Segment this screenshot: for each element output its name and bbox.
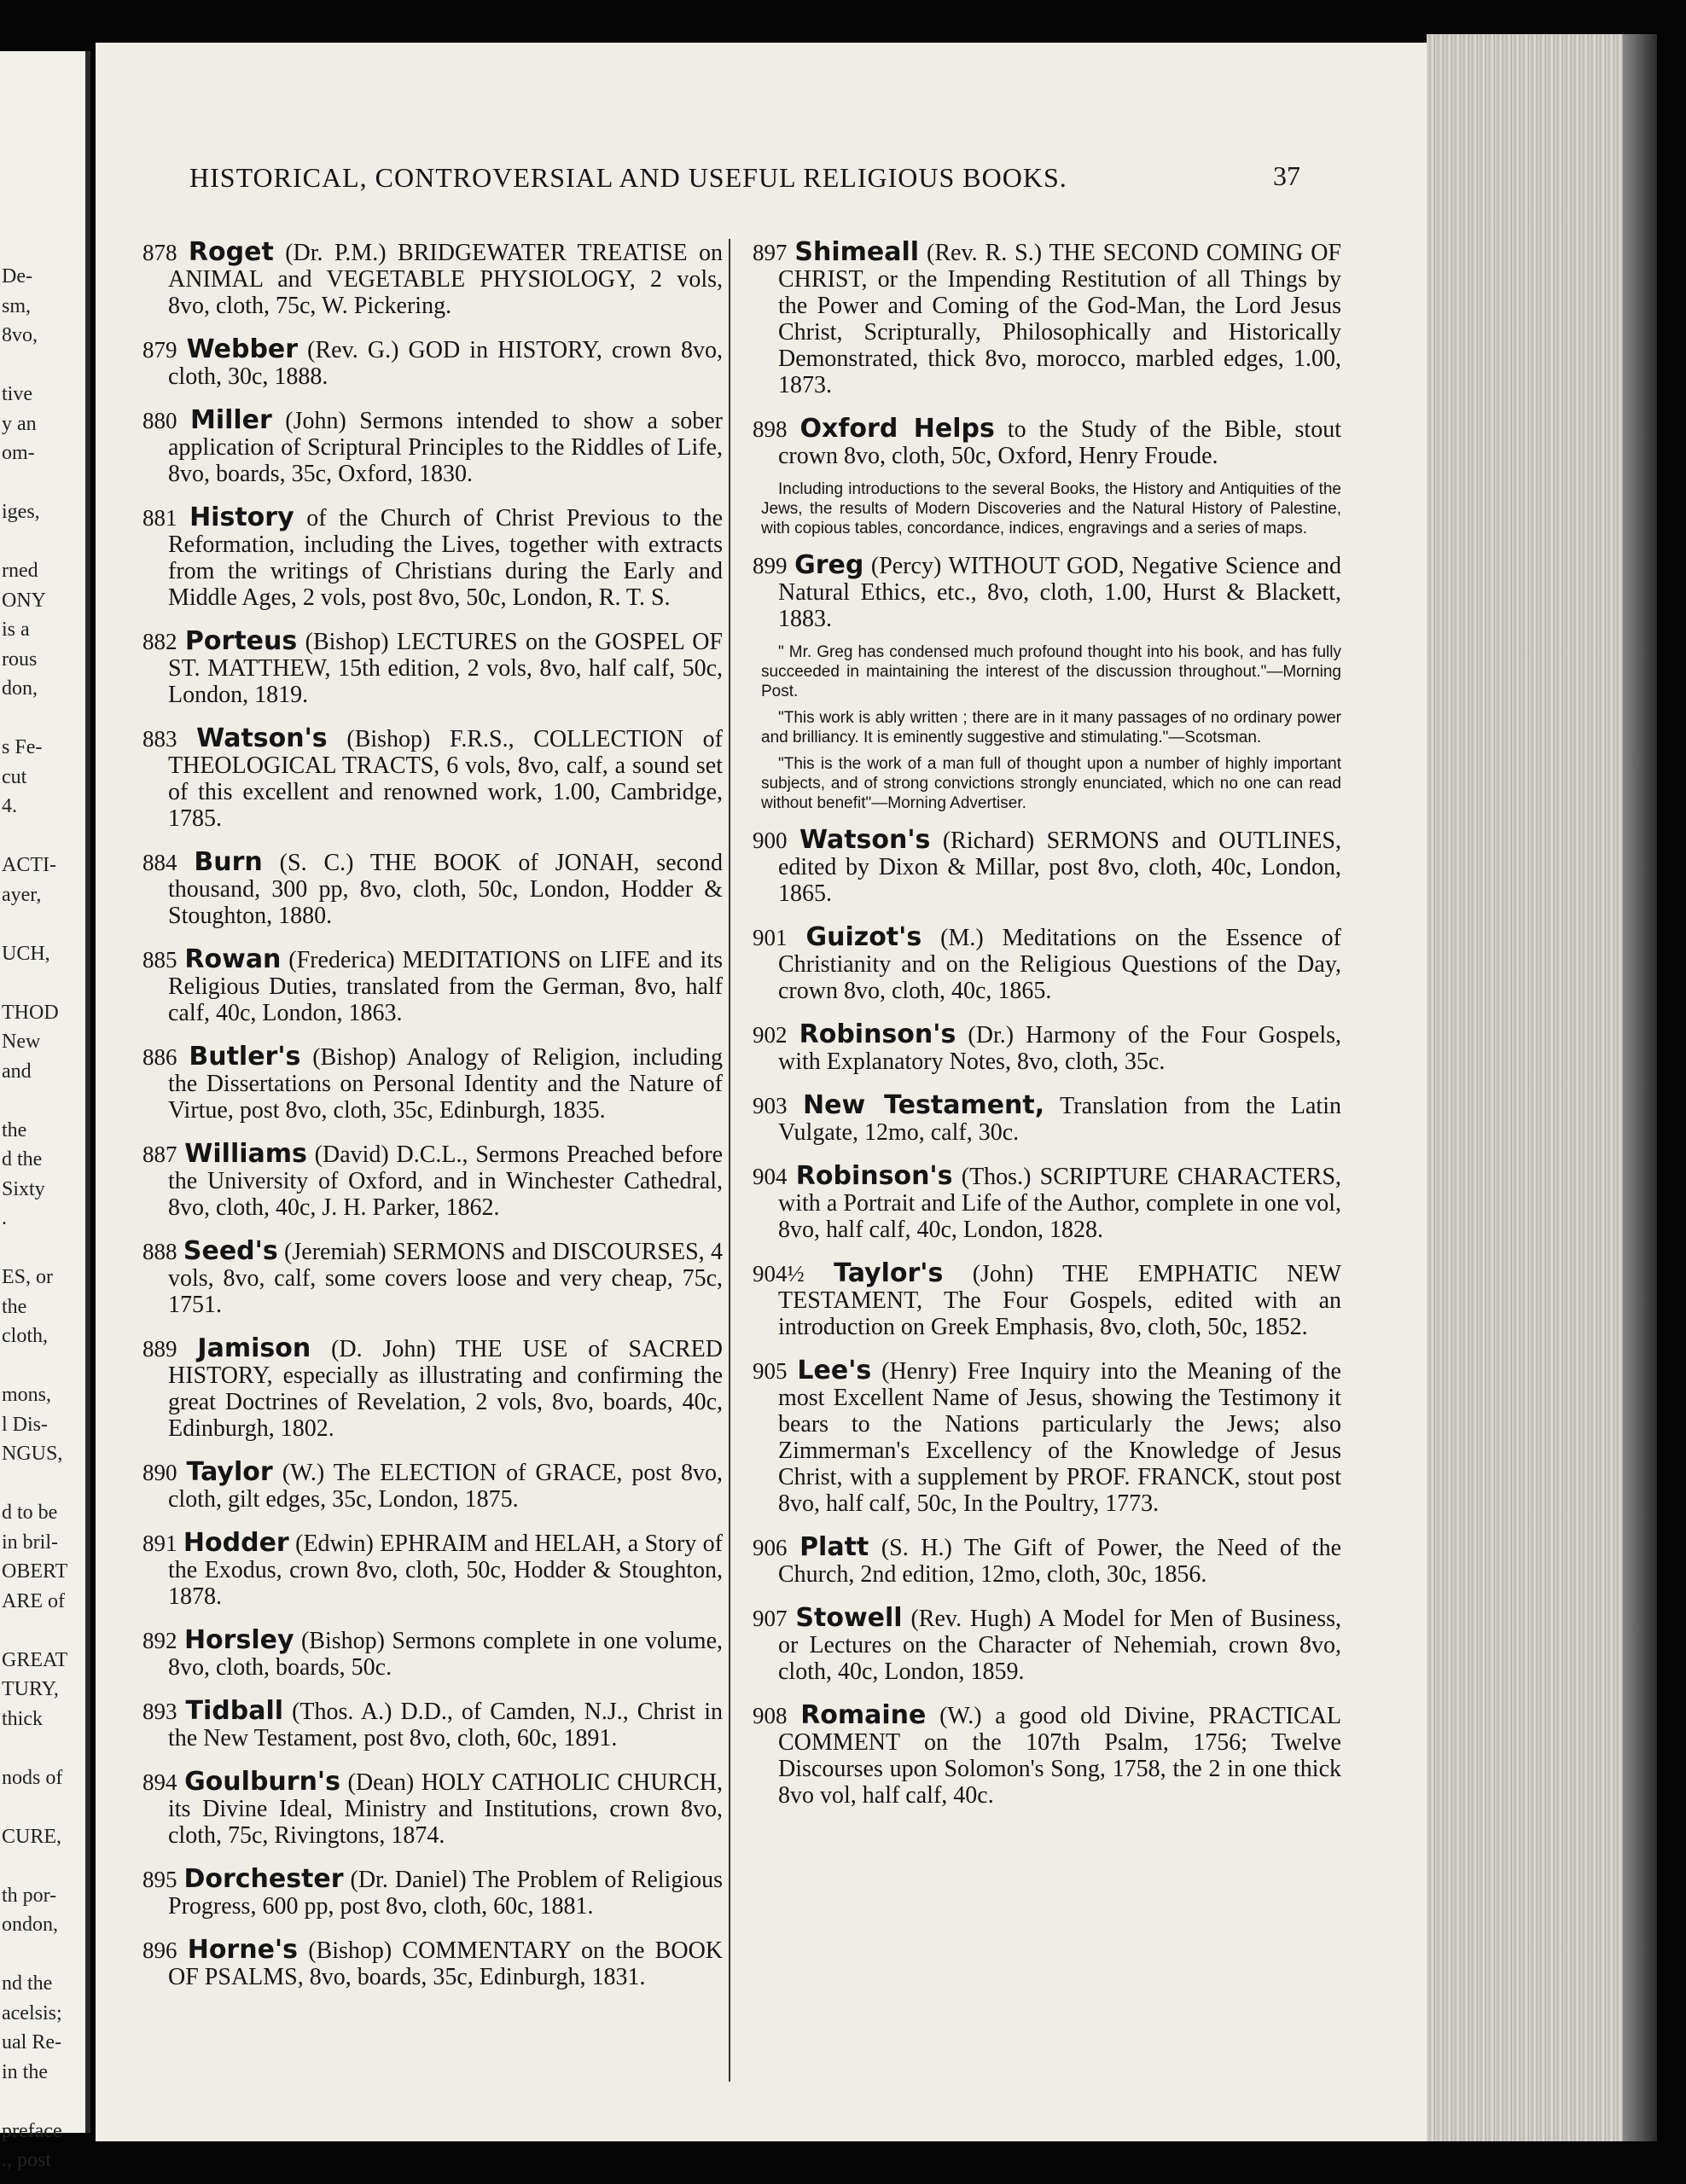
entry-description: (S. H.) The Gift of Power, the Need of the Church, 2nd edition, 12mo, cloth, 30c, 1856. xyxy=(778,1535,1341,1588)
entry-note: "This is the work of a man full of thought upon a number of highly important subjects, and of strong convictions strongly enunciated, which no one can read without benefit"—Morning Advertiser. xyxy=(761,755,1341,812)
left-page-fragment: th por- xyxy=(2,1884,57,1907)
entry-number: 882 xyxy=(142,629,177,654)
entry-title: Watson's xyxy=(799,825,931,855)
entry-number: 905 xyxy=(753,1358,788,1384)
entry-number: 884 xyxy=(142,850,177,875)
catalog-entry xyxy=(142,628,723,708)
page-edges xyxy=(1427,34,1657,2141)
catalog-entry xyxy=(142,1769,723,1849)
entry-description: (Dr.) Harmony of the Four Gospels, with Explanatory Notes, 8vo, cloth, 35c. xyxy=(778,1022,1341,1075)
left-page-fragment: TURY, xyxy=(2,1678,59,1700)
entry-title: Romaine xyxy=(800,1700,927,1730)
entry-number: 879 xyxy=(142,337,177,363)
entry-description: (Rev. G.) GOD in HISTORY, crown 8vo, cloth, 30c, 1888. xyxy=(168,337,724,390)
entry-description: (Thos. A.) D.D., of Camden, N.J., Christ in the New Testament, post 8vo, cloth, 60c, 1891. xyxy=(168,1699,723,1751)
entry-description: (D. John) THE USE of SACRED HISTORY, especially as illustrating and confirming the great Doctrines of Revelation, 2 vols, 8vo, boards, 40c, Edinburgh, 1802. xyxy=(168,1336,723,1442)
entry-title: History xyxy=(189,502,294,532)
left-page-fragment: CURE, xyxy=(2,1825,62,1848)
entry-title: Greg xyxy=(794,550,864,580)
entry-title: Miller xyxy=(189,405,272,435)
entry-title: Platt xyxy=(799,1532,869,1562)
left-page-fragment: cloth, xyxy=(2,1325,48,1347)
entry-title: Robinson's xyxy=(799,1019,956,1049)
left-page-fragment: ., post xyxy=(2,2149,52,2171)
catalog-entry xyxy=(142,1141,723,1221)
entry-description: (Frederica) MEDITATIONS on LIFE and its Religious Duties, translated from the German, 8vo, half calf, 40c, London, 1863. xyxy=(168,947,724,1026)
column-divider xyxy=(729,239,730,2082)
left-page-fragment: New xyxy=(2,1031,41,1053)
left-page-fragment: the xyxy=(2,1118,27,1141)
left-page-fragment: is a xyxy=(2,619,30,641)
entry-number: 898 xyxy=(753,416,788,442)
left-page-fragment: and xyxy=(2,1060,32,1083)
left-page-fragment: ACTI- xyxy=(2,854,56,876)
entry-title: Tidball xyxy=(185,1696,284,1726)
left-column xyxy=(142,239,723,2007)
entry-title: Seed's xyxy=(183,1236,278,1266)
entry-number: 901 xyxy=(753,925,788,950)
catalog-entry xyxy=(142,946,723,1026)
left-page-fragment: 8vo, xyxy=(2,324,38,346)
left-page-fragment: THOD xyxy=(2,1001,59,1024)
entry-title: Horsley xyxy=(183,1625,294,1655)
entry-description: (Percy) WITHOUT GOD, Negative Science and Natural Ethics, etc., 8vo, cloth, 1.00, Hurst & Blackett, 1883. xyxy=(778,553,1341,632)
entry-number: 894 xyxy=(142,1769,177,1795)
entry-description: (S. C.) THE BOOK of JONAH, second thousand, 300 pp, 8vo, cloth, 50c, London, Hodder & Stoughton, 1880. xyxy=(168,850,723,929)
left-page-fragment: UCH, xyxy=(2,942,50,965)
catalog-page xyxy=(96,43,1427,2141)
catalog-entry xyxy=(753,552,1341,632)
entry-title: Horne's xyxy=(187,1935,298,1965)
entry-number: 899 xyxy=(753,553,788,578)
entry-title: Watson's xyxy=(196,723,328,753)
left-page-fragment: ES, or xyxy=(2,1266,53,1288)
left-page-fragment: d to be xyxy=(2,1502,58,1524)
left-page-fragment: nods of xyxy=(2,1766,63,1789)
catalog-entry xyxy=(753,1092,1341,1146)
left-page-fragment: ondon, xyxy=(2,1914,58,1936)
entry-number: 908 xyxy=(753,1703,788,1728)
left-page-fragment: cut xyxy=(2,765,27,788)
left-page-fragment: d the xyxy=(2,1148,43,1170)
entry-note: Including introductions to the several Books, the History and Antiquities of the Jews, the results of Modern Discoveries and the Natural History of Palestine, with copious tables, concordance, indices, engravings and a series of maps. xyxy=(761,480,1341,537)
left-page-fragment: in bril- xyxy=(2,1531,58,1554)
left-page-margin xyxy=(0,51,90,2171)
entry-description: (Bishop) Analogy of Religion, including the Dissertations on Personal Identity and the Nature of Virtue, post 8vo, cloth, 35c, Edinburgh, 1835. xyxy=(168,1044,723,1124)
entry-description: (Edwin) EPHRAIM and HELAH, a Story of the Exodus, crown 8vo, cloth, 50c, Hodder & Stoughton, 1878. xyxy=(168,1531,723,1610)
left-page-fragment: thick xyxy=(2,1707,43,1730)
entry-number: 893 xyxy=(142,1699,177,1724)
entry-description: (Rev. R. S.) THE SECOND COMING OF CHRIST, or the Impending Restitution of all Things by the Power and Coming of the God-Man, the Lord Jesus Christ, Scripturally, Philosophically and Historically Demonstrated, thick 8vo, morocco, marbled edges, 1.00, 1873. xyxy=(778,240,1342,398)
entry-title: Taylor xyxy=(186,1457,273,1487)
left-page-fragment: iges, xyxy=(2,501,40,523)
catalog-entry xyxy=(142,725,723,832)
left-page-fragment: sm, xyxy=(2,294,32,317)
left-page-fragment: acelsis; xyxy=(2,2001,62,2024)
entry-description: (Dean) HOLY CATHOLIC CHURCH, its Divine Ideal, Ministry and Institutions, crown 8vo, cloth, 75c, Rivingtons, 1874. xyxy=(168,1769,723,1849)
left-page-fragment: NGUS, xyxy=(2,1443,63,1465)
left-page-fragment: rous xyxy=(2,648,38,671)
entry-title: Rowan xyxy=(184,944,282,974)
entry-number: 889 xyxy=(142,1336,177,1362)
entry-description: to the Study of the Bible, stout crown 8vo, cloth, 50c, Oxford, Henry Froude. xyxy=(778,416,1341,469)
entry-description: (Dr. P.M.) BRIDGEWATER TREATISE on ANIMAL and VEGETABLE PHYSIOLOGY, 2 vols, 8vo, cloth, 75c, W. Pickering. xyxy=(168,240,724,319)
entry-number: 890 xyxy=(142,1460,177,1485)
entry-title: Roget xyxy=(188,237,274,267)
entry-number: 881 xyxy=(142,505,177,531)
catalog-entry xyxy=(753,1605,1341,1685)
entry-description: (David) D.C.L., Sermons Preached before the University of Oxford, and in Winchester Cathedral, 8vo, cloth, 40c, J. H. Parker, 1862. xyxy=(168,1141,724,1221)
entry-description: (W.) a good old Divine, PRACTICAL COMMENT on the 107th Psalm, 1756; Twelve Discourses upon Solomon's Song, 1758, the 2 in one thick 8vo vol, half calf, 40c. xyxy=(778,1703,1341,1809)
entry-title: Williams xyxy=(184,1139,307,1169)
catalog-entry xyxy=(142,1698,723,1751)
left-page-fragment: ARE of xyxy=(2,1589,65,1612)
entry-number: 907 xyxy=(753,1606,788,1631)
right-column xyxy=(753,239,1341,1826)
entry-note: "This work is ably written ; there are in it many passages of no ordinary power and brilliancy. It is eminently suggestive and stimulating."—Scotsman. xyxy=(761,709,1341,746)
left-page-fragment: nd the xyxy=(2,1972,53,1995)
entry-title: Robinson's xyxy=(795,1161,953,1191)
catalog-entry xyxy=(753,1534,1341,1588)
entry-description: Translation from the Latin Vulgate, 12mo, calf, 30c. xyxy=(778,1093,1341,1146)
entry-title: Stowell xyxy=(795,1603,903,1633)
entry-description: (Bishop) F.R.S., COLLECTION of THEOLOGICAL TRACTS, 6 vols, 8vo, calf, a sound set of this excellent and renowned work, 1.00, Cambridge, 1785. xyxy=(168,726,723,832)
left-page-fragment: s Fe- xyxy=(2,736,43,758)
entry-title: Dorchester xyxy=(183,1864,344,1894)
catalog-entry xyxy=(142,849,723,929)
entry-description: (Richard) SERMONS and OUTLINES, edited by Dixon & Millar, post 8vo, cloth, 40c, London, 1865. xyxy=(778,828,1342,907)
entry-title: Guizot's xyxy=(805,922,922,952)
catalog-entry xyxy=(142,504,723,611)
entry-description: (John) THE EMPHATIC NEW TESTAMENT, The Four Gospels, edited with an introduction on Greek Emphasis, 8vo, cloth, 50c, 1852. xyxy=(778,1261,1342,1340)
entry-number: 887 xyxy=(142,1141,177,1167)
entry-number: 896 xyxy=(142,1937,177,1963)
entry-description: (W.) The ELECTION of GRACE, post 8vo, cloth, gilt edges, 35c, London, 1875. xyxy=(168,1460,723,1513)
left-page-fragment: mons, xyxy=(2,1384,52,1406)
left-page-fragment: De- xyxy=(2,265,32,288)
page-number: 37 xyxy=(1273,160,1300,191)
catalog-entry xyxy=(753,1702,1341,1809)
entry-title: Taylor's xyxy=(834,1258,944,1288)
left-page-fragment: preface xyxy=(2,2119,62,2142)
catalog-entry xyxy=(753,1357,1341,1517)
left-page-fragment: om- xyxy=(2,442,35,464)
entry-description: of the Church of Christ Previous to the Reformation, including the Lives, together with extracts from the writings of Christians during the Early and Middle Ages, 2 vols, post 8vo, 50c, London, R. T. S. xyxy=(168,505,723,611)
entry-title: Shimeall xyxy=(794,237,920,267)
entry-number: 885 xyxy=(142,947,177,973)
catalog-entry xyxy=(753,239,1341,398)
catalog-entry xyxy=(142,239,723,319)
left-page-fragment: Sixty xyxy=(2,1177,45,1200)
catalog-entry xyxy=(142,1627,723,1681)
left-page-fragment: the xyxy=(2,1295,27,1318)
entry-number: 904 xyxy=(753,1164,788,1189)
catalog-entry xyxy=(753,1260,1341,1340)
entry-title: Butler's xyxy=(189,1042,301,1072)
entry-title: Porteus xyxy=(184,626,298,656)
entry-description: (Jeremiah) SERMONS and DISCOURSES, 4 vols, 8vo, calf, some covers loose and very cheap, 75c, 1751. xyxy=(168,1239,724,1318)
left-page-fragment: ONY xyxy=(2,589,46,612)
entry-number: 891 xyxy=(142,1531,177,1556)
entry-title: Burn xyxy=(194,847,263,877)
entry-number: 892 xyxy=(142,1628,177,1653)
left-page-fragment: in the xyxy=(2,2060,48,2083)
entry-number: 883 xyxy=(142,726,177,752)
catalog-entry xyxy=(142,407,723,487)
entry-title: Hodder xyxy=(183,1528,289,1558)
left-page-fragment: 4. xyxy=(2,795,17,817)
entry-description: (Dr. Daniel) The Problem of Religious Progress, 600 pp, post 8vo, cloth, 60c, 1881. xyxy=(168,1867,724,1920)
left-page-fragment: ual Re- xyxy=(2,2031,61,2053)
entry-description: (Rev. Hugh) A Model for Men of Business, or Lectures on the Character of Nehemiah, crown 8vo, cloth, 40c, London, 1859. xyxy=(778,1606,1342,1685)
catalog-entry xyxy=(753,924,1341,1004)
entry-number: 880 xyxy=(142,408,177,433)
entry-title: Webber xyxy=(186,334,299,364)
left-page-fragment: y an xyxy=(2,412,37,435)
entry-description: (Thos.) SCRIPTURE CHARACTERS, with a Portrait and Life of the Author, complete in one vol, 8vo, half calf, 40c, London, 1828. xyxy=(778,1164,1342,1243)
entry-title: Oxford Helps xyxy=(799,414,995,444)
entry-title: Lee's xyxy=(797,1356,872,1385)
left-page-fragment: OBERT xyxy=(2,1560,68,1583)
left-page-fragment: GREAT xyxy=(2,1648,68,1671)
left-page-fragment: . xyxy=(2,1207,7,1229)
entry-number: 900 xyxy=(753,828,788,853)
running-head: HISTORICAL, CONTROVERSIAL AND USEFUL RELIGIOUS BOOKS. xyxy=(189,162,1067,193)
catalog-entry xyxy=(142,336,723,390)
entry-number: 895 xyxy=(142,1867,177,1892)
entry-number: 906 xyxy=(753,1535,788,1560)
catalog-entry xyxy=(753,415,1341,469)
entry-description: (Bishop) LECTURES on the GOSPEL OF ST. MATTHEW, 15th edition, 2 vols, 8vo, half calf, 50c, London, 1819. xyxy=(168,629,724,708)
entry-number: 897 xyxy=(753,240,788,265)
entry-description: (Henry) Free Inquiry into the Meaning of the most Excellent Name of Jesus, showing the Testimony it bears to the Nations particularly the Jews; also Zimmerman's Excellency of the Knowledge of Jesus Christ, with a supplement by PROF. FRANCK, stout post 8vo, half calf, 50c, In the Poultry, 1773. xyxy=(778,1358,1341,1517)
catalog-entry xyxy=(142,1335,723,1442)
entry-title: Jamison xyxy=(197,1333,311,1363)
entry-title: New Testament, xyxy=(803,1090,1045,1120)
catalog-entry xyxy=(142,1043,723,1124)
entry-description: (John) Sermons intended to show a sober application of Scriptural Principles to the Riddles of Life, 8vo, boards, 35c, Oxford, 1830. xyxy=(168,408,723,487)
entry-number: 886 xyxy=(142,1044,177,1070)
entry-number: 902 xyxy=(753,1022,788,1048)
entry-number: 878 xyxy=(142,240,177,265)
left-page-fragment: ayer, xyxy=(2,883,42,906)
entry-number: 903 xyxy=(753,1093,788,1118)
entry-number: 904½ xyxy=(753,1261,805,1287)
left-page-fragment: l Dis- xyxy=(2,1413,48,1436)
catalog-entry xyxy=(142,1866,723,1920)
catalog-entry xyxy=(142,1937,723,1990)
entry-description: (Bishop) Sermons complete in one volume, 8vo, cloth, boards, 50c. xyxy=(168,1628,723,1681)
entry-title: Goulburn's xyxy=(184,1767,340,1797)
entry-number: 888 xyxy=(142,1239,177,1264)
left-page-fragment: tive xyxy=(2,383,32,405)
catalog-entry xyxy=(753,827,1341,907)
entry-description: (Bishop) COMMENTARY on the BOOK OF PSALMS, 8vo, boards, 35c, Edinburgh, 1831. xyxy=(168,1937,724,1990)
entry-note: " Mr. Greg has condensed much profound thought into his book, and has fully succeeded in maintaining the interest of the discussion throughout."—Morning Post. xyxy=(761,643,1341,700)
entry-description: (M.) Meditations on the Essence of Christianity and on the Religious Questions of the Day, crown 8vo, cloth, 40c, 1865. xyxy=(778,925,1341,1004)
catalog-entry xyxy=(142,1459,723,1513)
catalog-entry xyxy=(142,1238,723,1318)
left-page-fragment: don, xyxy=(2,677,38,700)
catalog-entry xyxy=(142,1530,723,1610)
left-page-fragment: rned xyxy=(2,560,38,582)
catalog-entry xyxy=(753,1021,1341,1075)
catalog-entry xyxy=(753,1163,1341,1243)
